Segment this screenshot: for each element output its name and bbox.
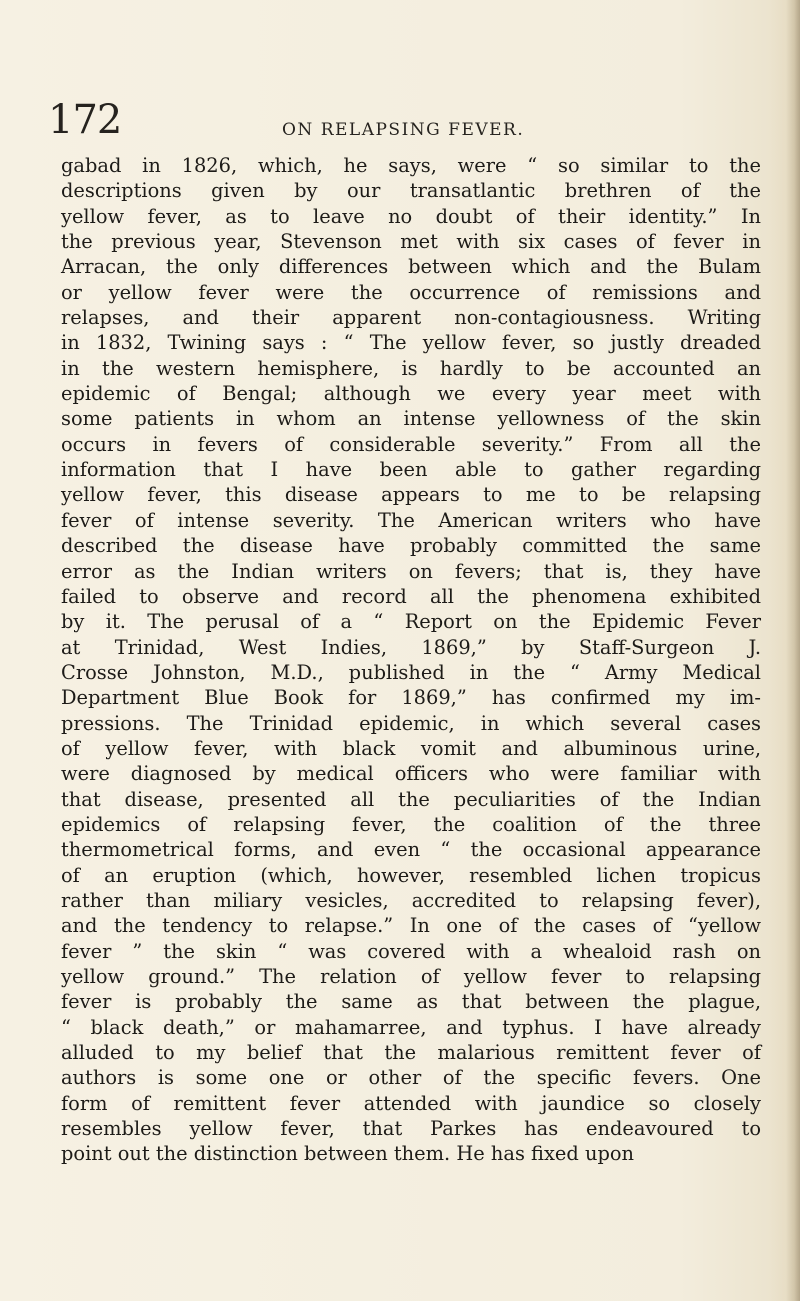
text-line: relapses, and their apparent non-contagiousness. Writing: [61, 306, 761, 330]
text-line: Crosse Johnston, M.D., published in the “ Army Medical: [61, 660, 761, 684]
text-line: rather than miliary vesicles, accredited to relapsing fever),: [61, 888, 761, 912]
text-line: epidemics of relapsing fever, the coalition of the three: [61, 812, 761, 836]
text-line: at Trinidad, West Indies, 1869,” by Staff-Surgeon J.: [61, 635, 761, 659]
text-line: alluded to my belief that the malarious remittent fever of: [61, 1041, 761, 1065]
running-head: ON RELAPSING FEVER.: [282, 120, 525, 140]
text-line: some patients in whom an intense yellowness of the skin: [61, 407, 761, 431]
page-number: 172: [48, 97, 122, 143]
text-line: point out the distinction between them. He has fixed upon: [61, 1142, 635, 1166]
text-line: that disease, presented all the peculiarities of the Indian: [61, 787, 761, 811]
text-line: and the tendency to relapse.” In one of the cases of “yellow: [61, 914, 761, 938]
body-text: [61, 153, 761, 1167]
text-line: were diagnosed by medical officers who were familiar with: [61, 762, 761, 786]
text-line: occurs in fevers of considerable severity.” From all the: [61, 432, 761, 456]
text-line: yellow ground.” The relation of yellow fever to relapsing: [61, 965, 761, 988]
text-line: Arracan, the only differences between which and the Bulam: [61, 255, 761, 279]
text-line: fever is probably the same as that between the plague,: [61, 990, 761, 1014]
text-line: thermometrical forms, and even “ the occasional appearance: [61, 838, 761, 862]
text-line: the previous year, Stevenson met with six cases of fever in: [61, 230, 761, 254]
text-line: by it. The perusal of a “ Report on the Epidemic Fever: [61, 610, 761, 634]
text-line: epidemic of Bengal; although we every year meet with: [61, 382, 761, 406]
text-line: information that I have been able to gather regarding: [61, 458, 761, 482]
text-line: fever ” the skin “ was covered with a whealoid rash on: [61, 939, 761, 963]
text-line: Department Blue Book for 1869,” has confirmed my im-: [61, 686, 761, 710]
text-line: error as the Indian writers on fevers; that is, they have: [61, 559, 761, 583]
text-line: of yellow fever, with black vomit and albuminous urine,: [61, 736, 761, 760]
text-line: yellow fever, as to leave no doubt of their identity.” In: [61, 204, 761, 228]
text-line: of an eruption (which, however, resembled lichen tropicus: [61, 863, 761, 887]
text-line: failed to observe and record all the phenomena exhibited: [61, 584, 761, 608]
text-line: “ black death,” or mahamarree, and typhus. I have already: [61, 1015, 761, 1039]
text-line: pressions. The Trinidad epidemic, in which several cases: [61, 711, 761, 735]
text-line: or yellow fever were the occurrence of remissions and: [61, 280, 761, 304]
text-line: gabad in 1826, which, he says, were “ so similar to the: [61, 154, 761, 177]
text-line: in 1832, Twining says : “ The yellow fever, so justly dreaded: [61, 331, 761, 355]
text-line: yellow fever, this disease appears to me to be relapsing: [61, 483, 761, 507]
text-line: in the western hemisphere, is hardly to be accounted an: [61, 356, 761, 380]
text-line: described the disease have probably committed the same: [61, 534, 761, 558]
text-line: fever of intense severity. The American writers who have: [61, 508, 761, 532]
text-line: form of remittent fever attended with jaundice so closely: [61, 1091, 761, 1115]
text-line: resembles yellow fever, that Parkes has endeavoured to: [61, 1117, 761, 1141]
text-line: descriptions given by our transatlantic brethren of the: [61, 179, 761, 203]
text-line: authors is some one or other of the specific fevers. One: [61, 1066, 761, 1090]
page-edge-shadow: [786, 0, 800, 1301]
